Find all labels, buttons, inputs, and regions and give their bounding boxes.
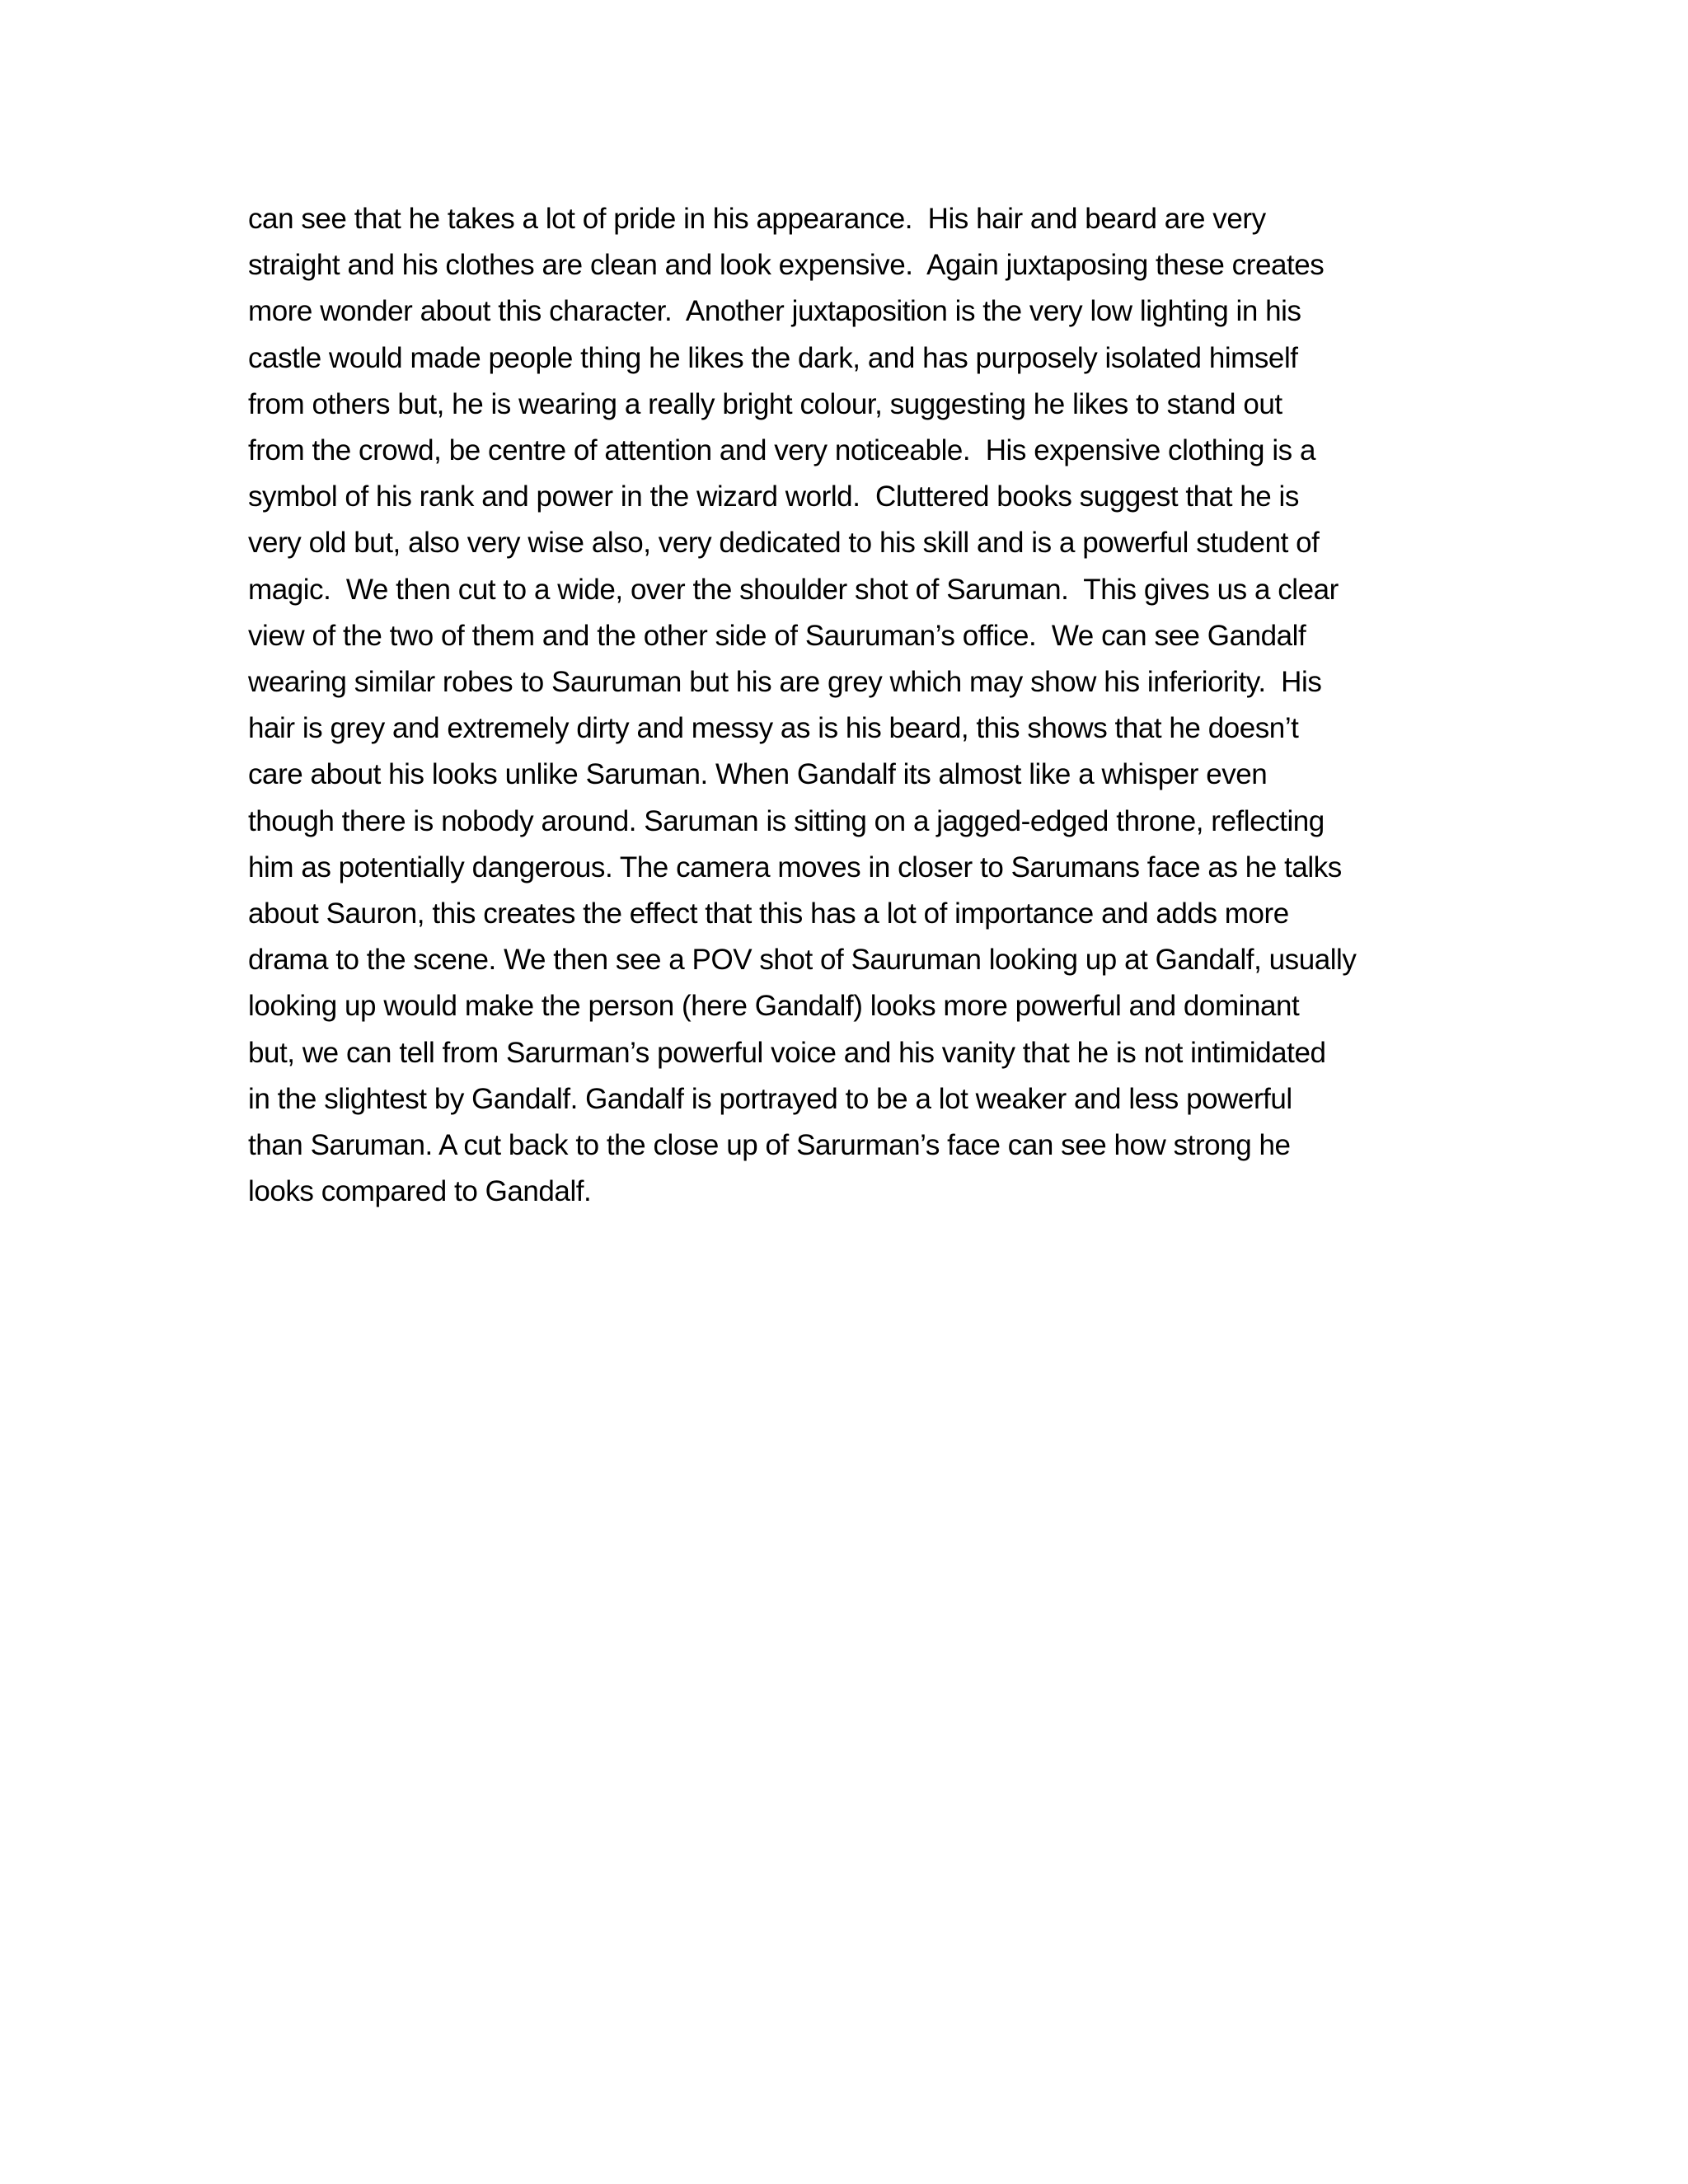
text-line: straight and his clothes are clean and look expensive. Again juxtaposing these creates bbox=[248, 249, 1325, 282]
text-line: castle would made people thing he likes the dark, and has purposely isolated himself bbox=[248, 341, 1298, 374]
text-line: in the slightest by Gandalf. Gandalf is portrayed to be a lot weaker and less powerful bbox=[248, 1082, 1292, 1115]
text-line: about Sauron, this creates the effect that this has a lot of importance and adds more bbox=[248, 898, 1289, 930]
text-line: drama to the scene. We then see a POV shot of Sauruman looking up at Gandalf, usually bbox=[248, 944, 1357, 977]
text-line: very old but, also very wise also, very dedicated to his skill and is a powerful student of bbox=[248, 527, 1320, 560]
text-line: from others but, he is wearing a really bright colour, suggesting he likes to stand out bbox=[248, 387, 1282, 420]
text-line: more wonder about this character. Another juxtaposition is the very low lighting in his bbox=[248, 295, 1301, 328]
text-line: can see that he takes a lot of pride in his appearance. His hair and beard are very bbox=[248, 203, 1266, 235]
text-line: from the crowd, be centre of attention and very noticeable. His expensive clothing is a bbox=[248, 434, 1316, 467]
text-line: than Saruman. A cut back to the close up of Sarurman’s face can see how strong he bbox=[248, 1129, 1291, 1162]
text-line: him as potentially dangerous. The camera moves in closer to Sarumans face as he talks bbox=[248, 851, 1342, 883]
text-line: view of the two of them and the other side of Sauruman’s office. We can see Gandalf bbox=[248, 619, 1306, 652]
text-line: care about his looks unlike Saruman. When Gandalf its almost like a whisper even bbox=[248, 758, 1268, 791]
text-line: hair is grey and extremely dirty and messy as is his beard, this shows that he doesn’t bbox=[248, 712, 1299, 745]
text-line: but, we can tell from Sarurman’s powerful voice and his vanity that he is not intimidated bbox=[248, 1036, 1326, 1069]
body-paragraph bbox=[248, 196, 1451, 1215]
text-line: though there is nobody around. Saruman is sitting on a jagged-edged throne, reflecting bbox=[248, 804, 1325, 837]
text-line: magic. We then cut to a wide, over the shoulder shot of Saruman. This gives us a clear bbox=[248, 573, 1339, 606]
text-line: looking up would make the person (here Gandalf) looks more powerful and dominant bbox=[248, 990, 1300, 1023]
text-line: symbol of his rank and power in the wizard world. Cluttered books suggest that he is bbox=[248, 480, 1299, 513]
text-line: looks compared to Gandalf. bbox=[248, 1175, 592, 1208]
text-line: wearing similar robes to Sauruman but his are grey which may show his inferiority. His bbox=[248, 666, 1322, 699]
